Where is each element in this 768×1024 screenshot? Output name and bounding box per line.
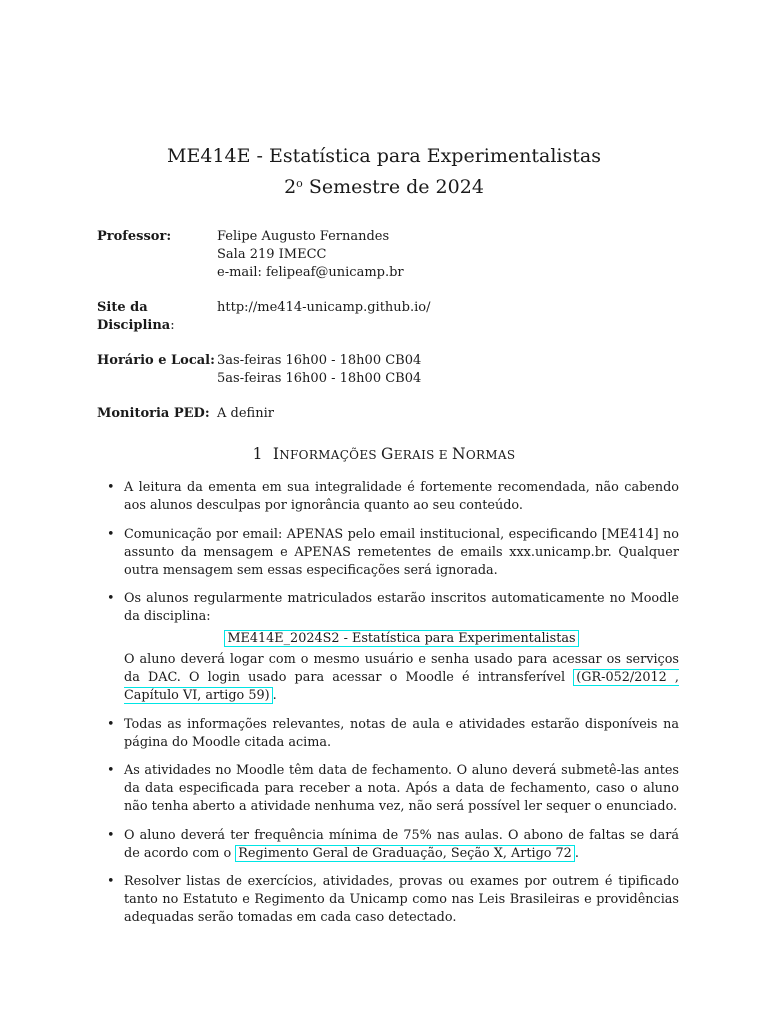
document-title bbox=[0, 142, 768, 201]
list-item bbox=[107, 526, 679, 580]
rules-list bbox=[107, 479, 679, 938]
bullet: • bbox=[107, 526, 115, 542]
professor-room: Sala 219 IMECC bbox=[217, 247, 327, 262]
professor-row bbox=[97, 228, 687, 282]
moodle-link-line bbox=[124, 630, 679, 648]
item-text: A leitura da ementa em sua integralidade é fortemente recomendada, não cabendo aos alunos desculpas por ignorância quanto ao seu conteúdo. bbox=[124, 480, 679, 513]
semester-ordinal: o bbox=[296, 177, 303, 190]
section-title-part: ORMAS bbox=[465, 448, 516, 462]
list-item bbox=[107, 873, 679, 927]
professor-email: e-mail: felipeaf@unicamp.br bbox=[217, 265, 404, 280]
item-text: Resolver listas de exercícios, atividades, provas ou exames por outrem é tipificado tanto no Estatuto e Regimento da Unicamp como nas Leis Brasileiras e providências adequadas serão tomadas em cada caso detectado. bbox=[124, 874, 679, 925]
bullet: • bbox=[107, 716, 115, 732]
section-title-part: ERAIS E bbox=[393, 448, 452, 462]
item-text: O aluno deverá ter frequência mínima de 75% nas aulas. O abono de faltas se dará de acordo com o bbox=[124, 827, 679, 861]
list-item bbox=[107, 590, 679, 705]
professor-name: Felipe Augusto Fernandes bbox=[217, 229, 390, 244]
bullet: • bbox=[107, 874, 115, 889]
section-heading bbox=[0, 445, 768, 464]
course-info-table bbox=[97, 228, 687, 440]
section-title-part: I bbox=[272, 445, 280, 463]
monitoria-label: Monitoria PED: bbox=[97, 406, 210, 421]
item-text: As atividades no Moodle têm data de fechamento. O aluno deverá submetê-las antes da data especificada para receber a nota. Após a data de fechamento, caso o aluno não tenha aberto a atividade nenhuma vez, não será possível ler sequer o enunciado. bbox=[124, 763, 679, 814]
site-row bbox=[97, 299, 687, 335]
bullet: • bbox=[107, 591, 115, 606]
regimento-link[interactable]: Regimento Geral de Graduação, Seção X, Artigo 72 bbox=[235, 845, 575, 862]
schedule-row bbox=[97, 352, 687, 388]
bullet: • bbox=[107, 763, 115, 778]
site-label-colon: : bbox=[170, 318, 175, 333]
monitoria-value: A definir bbox=[217, 406, 274, 421]
semester-text: Semestre de 2024 bbox=[302, 176, 484, 198]
moodle-course-link[interactable]: ME414E_2024S2 - Estatística para Experimentalistas bbox=[224, 630, 578, 647]
semester-number: 2 bbox=[284, 176, 297, 198]
site-label bbox=[97, 299, 217, 335]
bullet: • bbox=[107, 827, 115, 843]
regulation-link[interactable]: (GR-052/2012 , Capítulo VI, artigo 59) bbox=[124, 670, 679, 703]
schedule-value bbox=[217, 352, 421, 388]
site-label-text: Site da Disciplina bbox=[97, 300, 171, 333]
schedule-line: 3as-feiras 16h00 - 18h00 CB04 bbox=[217, 353, 422, 368]
item-text: . bbox=[272, 688, 277, 703]
section-title-part: NFORMAÇÕES bbox=[279, 448, 382, 462]
section-number: 1 bbox=[252, 445, 263, 463]
course-title: ME414E - Estatística para Experimentalistas bbox=[167, 145, 601, 167]
section-title-part: G bbox=[381, 445, 394, 463]
list-item bbox=[107, 827, 679, 863]
monitoria-row bbox=[97, 405, 687, 423]
semester-line bbox=[0, 170, 768, 201]
item-text: Comunicação por email: APENAS pelo email institucional, especificando [ME414] no assunto da mensagem e APENAS remetentes de emails xxx.unicamp.br. Qualquer outra mensagem sem essas especificações será ignorada. bbox=[124, 526, 679, 578]
schedule-line: 5as-feiras 16h00 - 18h00 CB04 bbox=[217, 371, 422, 386]
item-subparagraph bbox=[124, 651, 679, 705]
item-text: O aluno deverá logar com o mesmo usuário e senha usado para acessar os serviços da DAC. O login usado para acessar o Moodle é intransferível bbox=[124, 652, 679, 685]
item-text: Os alunos regularmente matriculados estarão inscritos automaticamente no Moodle da disciplina: bbox=[124, 591, 679, 624]
list-item bbox=[107, 762, 679, 816]
schedule-label: Horário e Local: bbox=[97, 353, 215, 368]
item-text: . bbox=[574, 845, 579, 861]
list-item bbox=[107, 479, 679, 515]
list-item bbox=[107, 716, 679, 752]
professor-value bbox=[217, 228, 404, 282]
site-url[interactable]: http://me414-unicamp.github.io/ bbox=[217, 300, 431, 315]
item-text: Todas as informações relevantes, notas de aula e atividades estarão disponíveis na página do Moodle citada acima. bbox=[124, 716, 679, 750]
bullet: • bbox=[107, 480, 115, 495]
section-title-part: N bbox=[451, 445, 466, 463]
professor-label: Professor: bbox=[97, 229, 172, 244]
